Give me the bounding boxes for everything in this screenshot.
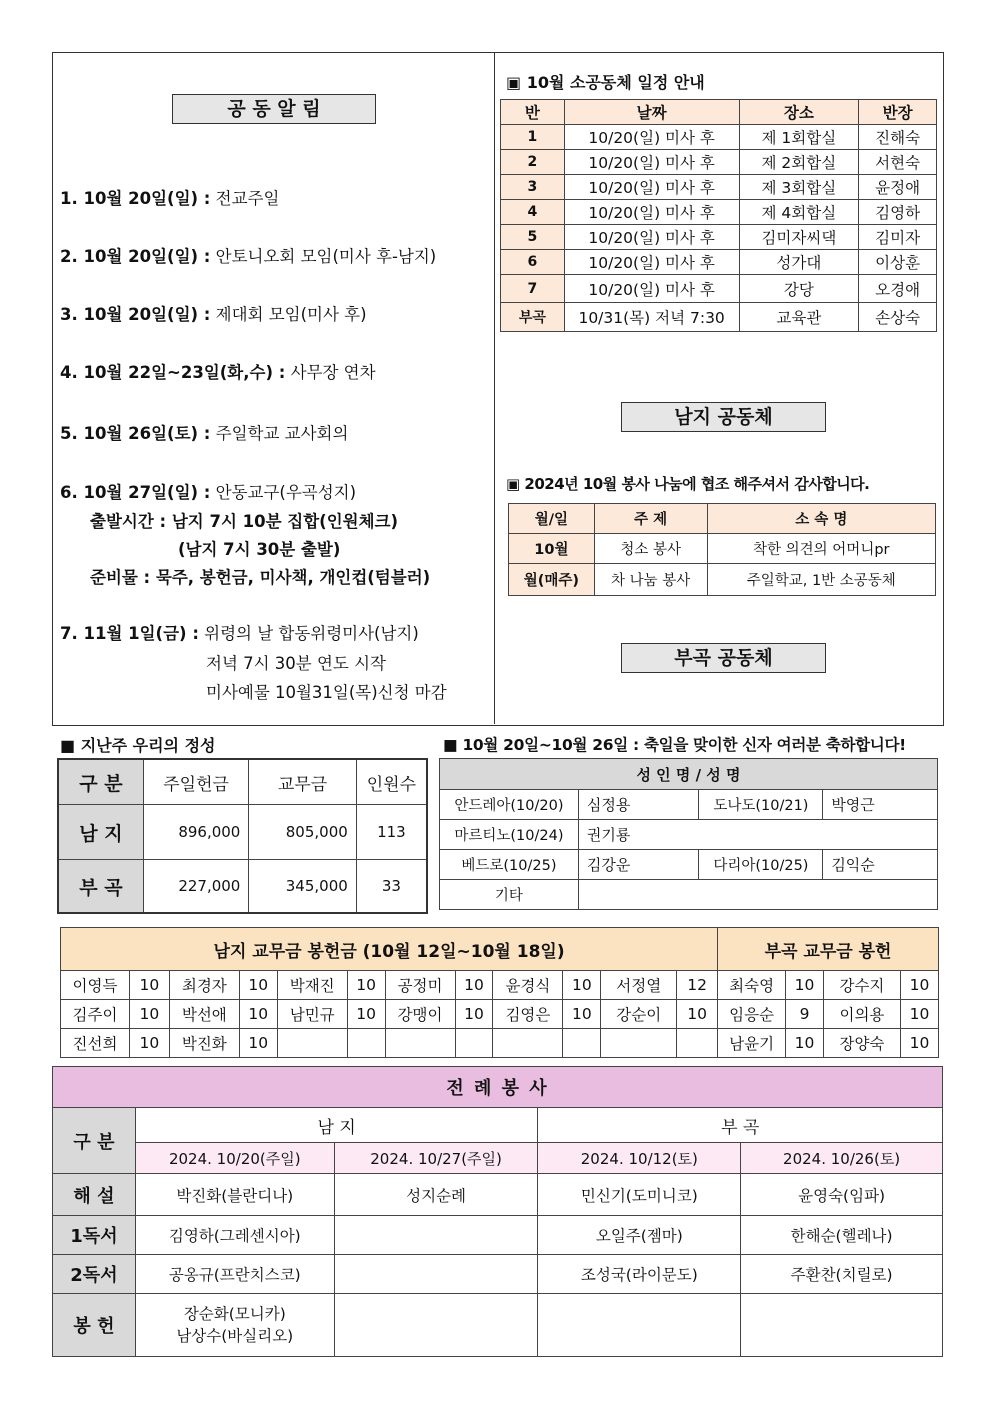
donation-cell: 이영득 (61, 971, 130, 1000)
feast-cell: 기타 (440, 880, 579, 910)
schedule-header-cell: 반 (501, 100, 565, 125)
schedule-cell: 이상훈 (859, 250, 937, 275)
schedule-cell: 제 4회합실 (739, 200, 859, 225)
feast-cell: 안드레아(10/20) (440, 790, 579, 820)
donation-cell (347, 1029, 385, 1058)
feast-cell: 베드로(10/25) (440, 850, 579, 880)
notice-item-6-line-3: 준비물 : 묵주, 봉헌금, 미사책, 개인컵(텀블러) (90, 568, 431, 587)
notice-item-head: 2. 10월 20일(일) : (60, 247, 211, 266)
schedule-header-cell: 날짜 (564, 100, 739, 125)
donation-cell: 10 (900, 1029, 938, 1058)
schedule-table (500, 99, 937, 332)
service-header-row (509, 504, 936, 534)
donation-cell: 10 (563, 971, 601, 1000)
schedule-cell: 10/31(목) 저녁 7:30 (564, 303, 739, 332)
table-row (58, 860, 427, 914)
liturgy-cell: 민신기(도미니코) (538, 1174, 741, 1216)
schedule-cell: 교육관 (739, 303, 859, 332)
offering-header-cell: 교무금 (249, 759, 356, 805)
donation-cell: 박재진 (277, 971, 347, 1000)
table-row (501, 275, 937, 303)
feast-header-cell: 성 인 명 / 성 명 (440, 759, 938, 790)
schedule-cell: 부곡 (501, 303, 565, 332)
liturgy-role: 1독서 (53, 1216, 136, 1255)
donation-cell: 10 (563, 1000, 601, 1029)
feast-cell: 심정용 (578, 790, 699, 820)
offering-header-cell: 인원수 (356, 759, 427, 805)
liturgy-cell (741, 1294, 943, 1357)
feast-table (439, 758, 938, 910)
donation-cell: 최숙영 (718, 971, 786, 1000)
liturgy-date-row (53, 1143, 943, 1174)
liturgy-offering-name-1: 장순화(모니카) (183, 1305, 286, 1323)
notice-item-head: 1. 10월 20일(일) : (60, 189, 211, 208)
donation-cell: 강수지 (824, 971, 901, 1000)
table-row (61, 1029, 939, 1058)
schedule-title: ▣ 10월 소공동체 일정 안내 (506, 73, 705, 92)
schedule-cell: 진해숙 (859, 125, 937, 150)
service-cell: 착한 의견의 어머니pr (707, 534, 935, 564)
donation-cell: 12 (677, 971, 718, 1000)
liturgy-gubun: 구 분 (53, 1108, 136, 1174)
donation-cell: 남민규 (277, 1000, 347, 1029)
feast-cell: 박영근 (823, 790, 938, 820)
donation-cell: 10 (786, 971, 824, 1000)
liturgy-date: 2024. 10/12(토) (538, 1143, 741, 1174)
notice-item-text: 전교주일 (210, 189, 280, 208)
donation-cell: 10 (347, 1000, 385, 1029)
liturgy-bugok-heading: 부 곡 (538, 1108, 943, 1143)
service-cell: 차 나눔 봉사 (594, 564, 707, 596)
feast-cell: 마르티노(10/24) (440, 820, 579, 850)
liturgy-cell: 성지순례 (334, 1174, 538, 1216)
liturgy-cell: 조성국(라이문도) (538, 1255, 741, 1294)
schedule-cell: 10/20(일) 미사 후 (564, 200, 739, 225)
liturgy-namji-heading: 남 지 (135, 1108, 538, 1143)
schedule-cell: 제 1회합실 (739, 125, 859, 150)
table-row (440, 850, 938, 880)
donation-cell: 10 (239, 971, 277, 1000)
feast-cell: 다리아(10/25) (699, 850, 823, 880)
donation-cell: 윤경식 (493, 971, 563, 1000)
schedule-header-row (501, 100, 937, 125)
schedule-cell: 10/20(일) 미사 후 (564, 250, 739, 275)
bugok-title: 부곡 공동체 (621, 643, 826, 673)
donation-cell: 10 (239, 1000, 277, 1029)
offering-cell: 113 (356, 805, 427, 860)
liturgy-cell (538, 1294, 741, 1357)
donation-cell: 10 (900, 1000, 938, 1029)
donation-cell: 10 (455, 1000, 493, 1029)
top-divider (494, 52, 495, 724)
liturgy-role: 2독서 (53, 1255, 136, 1294)
namji-title: 남지 공동체 (621, 402, 826, 432)
feast-cell: 김익순 (823, 850, 938, 880)
donation-cell (677, 1029, 718, 1058)
donation-cell: 김주이 (61, 1000, 130, 1029)
liturgy-offering-name-2: 남상수(바실리오) (176, 1327, 294, 1345)
schedule-cell: 1 (501, 125, 565, 150)
donation-cell: 박진화 (169, 1029, 239, 1058)
table-row (53, 1216, 943, 1255)
schedule-cell: 10/20(일) 미사 후 (564, 275, 739, 303)
notice-item-text: 사무장 연차 (285, 363, 376, 382)
offering-cell: 345,000 (249, 860, 356, 914)
donation-cell (563, 1029, 601, 1058)
liturgy-title-row (53, 1067, 943, 1108)
table-row (53, 1294, 943, 1357)
offering-header-cell: 구 분 (58, 759, 143, 805)
table-row (501, 125, 937, 150)
donation-namji-title: 남지 교무금 봉헌금 (10월 12일~10월 18일) (61, 928, 718, 971)
feast-cell (578, 880, 937, 910)
table-row (501, 225, 937, 250)
notice-item-2 (60, 247, 436, 267)
liturgy-cell: 주환찬(치릴로) (741, 1255, 943, 1294)
notice-item-text: 위령의 날 합동위령미사(남지) (198, 624, 419, 643)
schedule-cell: 3 (501, 175, 565, 200)
schedule-cell: 김영하 (859, 200, 937, 225)
schedule-cell: 김미자씨댁 (739, 225, 859, 250)
service-cell: 10월 (509, 534, 595, 564)
donation-cell: 공정미 (385, 971, 455, 1000)
table-row (440, 790, 938, 820)
liturgy-cell (334, 1294, 538, 1357)
schedule-header-cell: 장소 (739, 100, 859, 125)
notice-item-3 (60, 305, 367, 325)
liturgy-date: 2024. 10/26(토) (741, 1143, 943, 1174)
donation-cell: 9 (786, 1000, 824, 1029)
table-row (440, 880, 938, 910)
table-row (440, 820, 938, 850)
donation-cell: 진선희 (61, 1029, 130, 1058)
offering-cell: 805,000 (249, 805, 356, 860)
service-header-cell: 소 속 명 (707, 504, 935, 534)
donation-cell: 10 (786, 1029, 824, 1058)
table-row (61, 1000, 939, 1029)
donation-header-row (61, 928, 939, 971)
liturgy-table (52, 1066, 943, 1357)
schedule-cell: 성가대 (739, 250, 859, 275)
notice-item-text: 주일학교 교사회의 (210, 424, 349, 443)
liturgy-cell: 한해순(헬레나) (741, 1216, 943, 1255)
table-row (501, 150, 937, 175)
notice-item-text: 안토니오회 모임(미사 후-남지) (210, 247, 437, 266)
liturgy-cell: 김영하(그레센시아) (135, 1216, 334, 1255)
offering-cell: 남 지 (58, 805, 143, 860)
liturgy-cell: 공옹규(프란치스코) (135, 1255, 334, 1294)
donation-cell: 이의용 (824, 1000, 901, 1029)
notice-title: 공 동 알 림 (172, 94, 376, 124)
namji-thanks: ▣ 2024년 10월 봉사 나눔에 협조 해주셔서 감사합니다. (506, 475, 870, 493)
offering-header-row (58, 759, 427, 805)
donation-cell: 최경자 (169, 971, 239, 1000)
donation-cell (493, 1029, 563, 1058)
donation-cell: 10 (239, 1029, 277, 1058)
donation-cell: 10 (900, 971, 938, 1000)
service-cell: 주일학교, 1반 소공동체 (707, 564, 935, 596)
notice-item-7-line-1: 저녁 7시 30분 연도 시작 (206, 654, 386, 673)
schedule-cell: 오경애 (859, 275, 937, 303)
table-row (509, 564, 936, 596)
offering-cell: 227,000 (143, 860, 248, 914)
donation-cell: 10 (455, 971, 493, 1000)
schedule-cell: 10/20(일) 미사 후 (564, 125, 739, 150)
schedule-cell: 10/20(일) 미사 후 (564, 150, 739, 175)
schedule-cell: 4 (501, 200, 565, 225)
schedule-cell: 2 (501, 150, 565, 175)
schedule-cell: 제 3회합실 (739, 175, 859, 200)
service-header-cell: 주 제 (594, 504, 707, 534)
service-cell: 월(매주) (509, 564, 595, 596)
table-row (501, 250, 937, 275)
table-row (61, 971, 939, 1000)
donation-cell: 강순이 (601, 1000, 677, 1029)
offering-cell: 896,000 (143, 805, 248, 860)
liturgy-cell (334, 1216, 538, 1255)
service-table (508, 503, 936, 596)
donation-cell: 10 (129, 1000, 169, 1029)
schedule-cell: 10/20(일) 미사 후 (564, 225, 739, 250)
donation-cell: 임응순 (718, 1000, 786, 1029)
liturgy-role: 해 설 (53, 1174, 136, 1216)
offering-title: ■ 지난주 우리의 정성 (60, 736, 216, 755)
notice-item-6 (60, 483, 356, 503)
table-row (58, 805, 427, 860)
donation-cell: 박선애 (169, 1000, 239, 1029)
donation-cell: 10 (677, 1000, 718, 1029)
donation-cell (385, 1029, 455, 1058)
feast-cell: 권기룡 (578, 820, 937, 850)
schedule-cell: 김미자 (859, 225, 937, 250)
schedule-cell: 10/20(일) 미사 후 (564, 175, 739, 200)
liturgy-cell: 오일주(젬마) (538, 1216, 741, 1255)
table-row (53, 1174, 943, 1216)
schedule-cell: 손상숙 (859, 303, 937, 332)
liturgy-cell: 윤영숙(임파) (741, 1174, 943, 1216)
notice-item-7 (60, 624, 419, 644)
feast-cell: 김강운 (578, 850, 699, 880)
donation-bugok-title: 부곡 교무금 봉헌 (718, 928, 939, 971)
liturgy-date: 2024. 10/20(주일) (135, 1143, 334, 1174)
notice-item-6-line-1: 출발시간 : 남지 7시 10분 집합(인원체크) (90, 512, 398, 531)
liturgy-group-row (53, 1108, 943, 1143)
donation-cell: 10 (129, 1029, 169, 1058)
schedule-cell: 7 (501, 275, 565, 303)
schedule-header-cell: 반장 (859, 100, 937, 125)
service-header-cell: 월/일 (509, 504, 595, 534)
table-row (53, 1255, 943, 1294)
table-row (501, 200, 937, 225)
donation-cell: 장양숙 (824, 1029, 901, 1058)
table-row (509, 534, 936, 564)
donation-cell: 강맹이 (385, 1000, 455, 1029)
feast-cell: 도나도(10/21) (699, 790, 823, 820)
notice-item-head: 4. 10월 22일~23일(화,수) : (60, 363, 286, 382)
offering-table (57, 758, 428, 914)
notice-item-1 (60, 189, 279, 209)
table-row (501, 303, 937, 332)
donation-cell (277, 1029, 347, 1058)
schedule-cell: 강당 (739, 275, 859, 303)
liturgy-cell (334, 1255, 538, 1294)
donation-cell: 10 (129, 971, 169, 1000)
donation-cell (455, 1029, 493, 1058)
liturgy-date: 2024. 10/27(주일) (334, 1143, 538, 1174)
notice-item-text: 안동교구(우곡성지) (210, 483, 357, 502)
donation-cell (601, 1029, 677, 1058)
offering-header-cell: 주일헌금 (143, 759, 248, 805)
notice-item-4 (60, 363, 376, 383)
liturgy-cell (135, 1294, 334, 1357)
liturgy-cell: 박진화(블란디나) (135, 1174, 334, 1216)
schedule-cell: 서현숙 (859, 150, 937, 175)
schedule-cell: 5 (501, 225, 565, 250)
donation-table (60, 927, 939, 1058)
notice-item-text: 제대회 모임(미사 후) (210, 305, 367, 324)
notice-item-head: 5. 10월 26일(토) : (60, 424, 211, 443)
schedule-cell: 6 (501, 250, 565, 275)
notice-item-7-line-2: 미사예물 10월31일(목)신청 마감 (206, 683, 447, 702)
donation-cell: 남윤기 (718, 1029, 786, 1058)
table-row (501, 175, 937, 200)
notice-item-head: 3. 10월 20일(일) : (60, 305, 211, 324)
notice-item-head: 6. 10월 27일(일) : (60, 483, 211, 502)
donation-cell: 김영은 (493, 1000, 563, 1029)
notice-item-head: 7. 11월 1일(금) : (60, 624, 199, 643)
liturgy-title: 전 례 봉 사 (53, 1067, 943, 1108)
donation-cell: 서정열 (601, 971, 677, 1000)
offering-cell: 33 (356, 860, 427, 914)
notice-item-6-line-2: (남지 7시 30분 출발) (178, 540, 341, 559)
notice-item-5 (60, 424, 348, 444)
feast-title: ■ 10월 20일~10월 26일 : 축일을 맞이한 신자 여러분 축하합니다! (443, 736, 906, 754)
feast-header-row (440, 759, 938, 790)
offering-cell: 부 곡 (58, 860, 143, 914)
liturgy-role: 봉 헌 (53, 1294, 136, 1357)
donation-cell: 10 (347, 971, 385, 1000)
schedule-cell: 제 2회합실 (739, 150, 859, 175)
schedule-cell: 윤정애 (859, 175, 937, 200)
service-cell: 청소 봉사 (594, 534, 707, 564)
